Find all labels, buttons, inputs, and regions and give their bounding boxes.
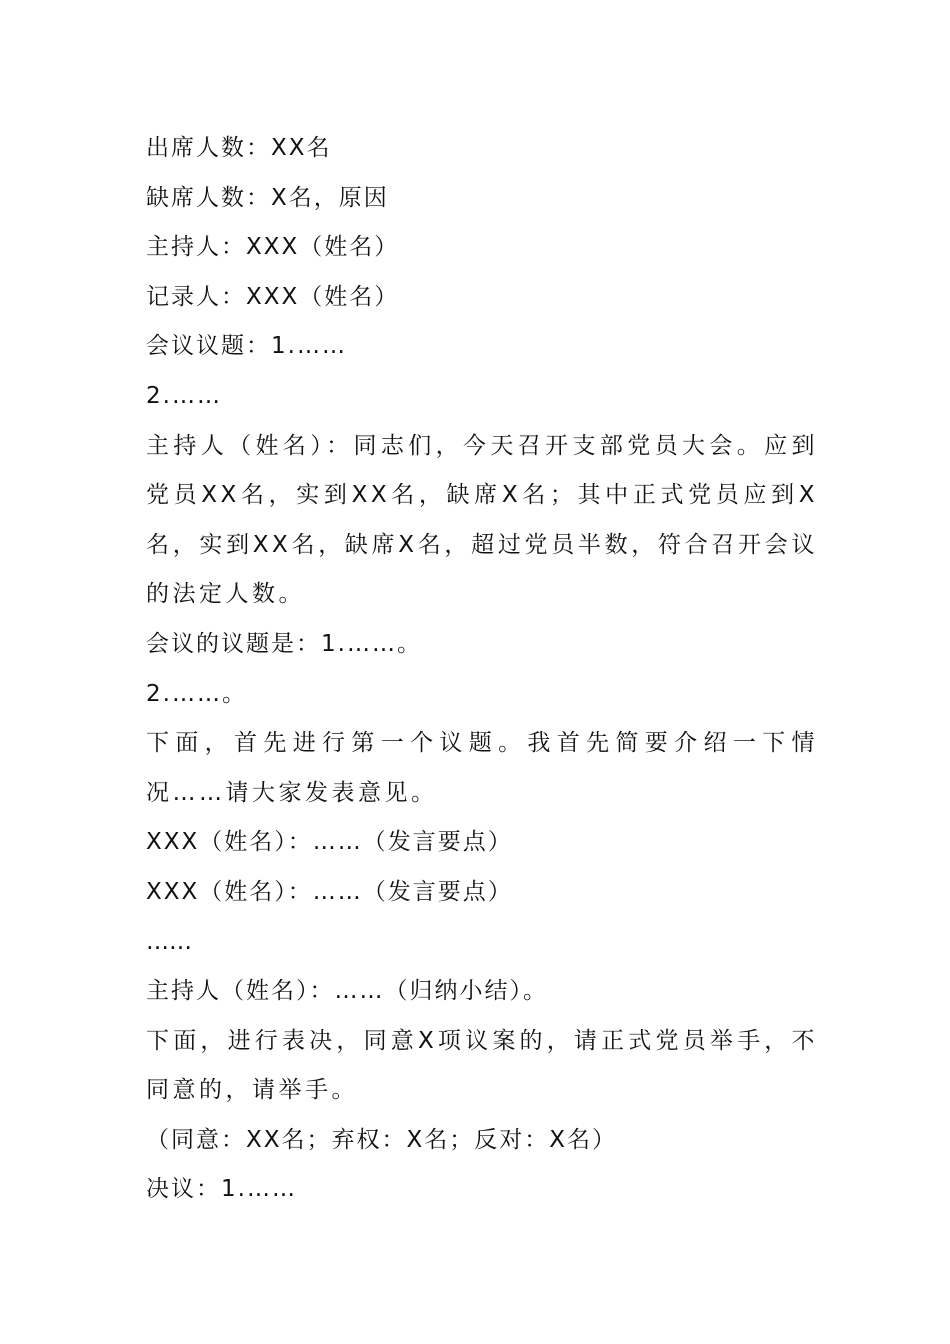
- absence-line: 缺席人数：X名，原因: [146, 184, 389, 211]
- vote-call-paragraph: 下面，进行表决，同意X项议案的，请正式党员举手，不同意的，请举手。: [146, 1027, 818, 1104]
- document-body: [146, 124, 818, 1215]
- ellipsis-line: ……: [146, 928, 192, 955]
- resolution-line: 决议：1.……: [146, 1176, 297, 1203]
- agenda-line-1: 会议的议题是：1.……。: [146, 630, 422, 657]
- recorder-line: 记录人：XXX（姓名）: [146, 283, 400, 310]
- agenda-line-2: 2.……。: [146, 680, 247, 707]
- host-summary-line: 主持人（姓名）：……（归纳小结）。: [146, 978, 548, 1005]
- topics-line-1: 会议议题：1.……: [146, 333, 347, 360]
- host-opening-paragraph: 主持人（姓名）：同志们，今天召开支部党员大会。应到党员XX名，实到XX名，缺席X名；其中正式党员应到X名，实到XX名，缺席X名，超过党员半数，符合召开会议的法定人数。: [146, 432, 818, 608]
- host-line: 主持人：XXX（姓名）: [146, 234, 400, 261]
- topics-line-2: 2.……: [146, 382, 222, 409]
- attendance-line: 出席人数：XX名: [146, 135, 332, 161]
- speaker-line-1: XXX（姓名）：……（发言要点）: [146, 829, 513, 856]
- speaker-line-2: XXX（姓名）：……（发言要点）: [146, 878, 513, 905]
- vote-result-line: （同意：XX名；弃权：X名；反对：X名）: [146, 1126, 618, 1153]
- first-topic-paragraph: 下面，首先进行第一个议题。我首先简要介绍一下情况……请大家发表意见。: [146, 730, 818, 806]
